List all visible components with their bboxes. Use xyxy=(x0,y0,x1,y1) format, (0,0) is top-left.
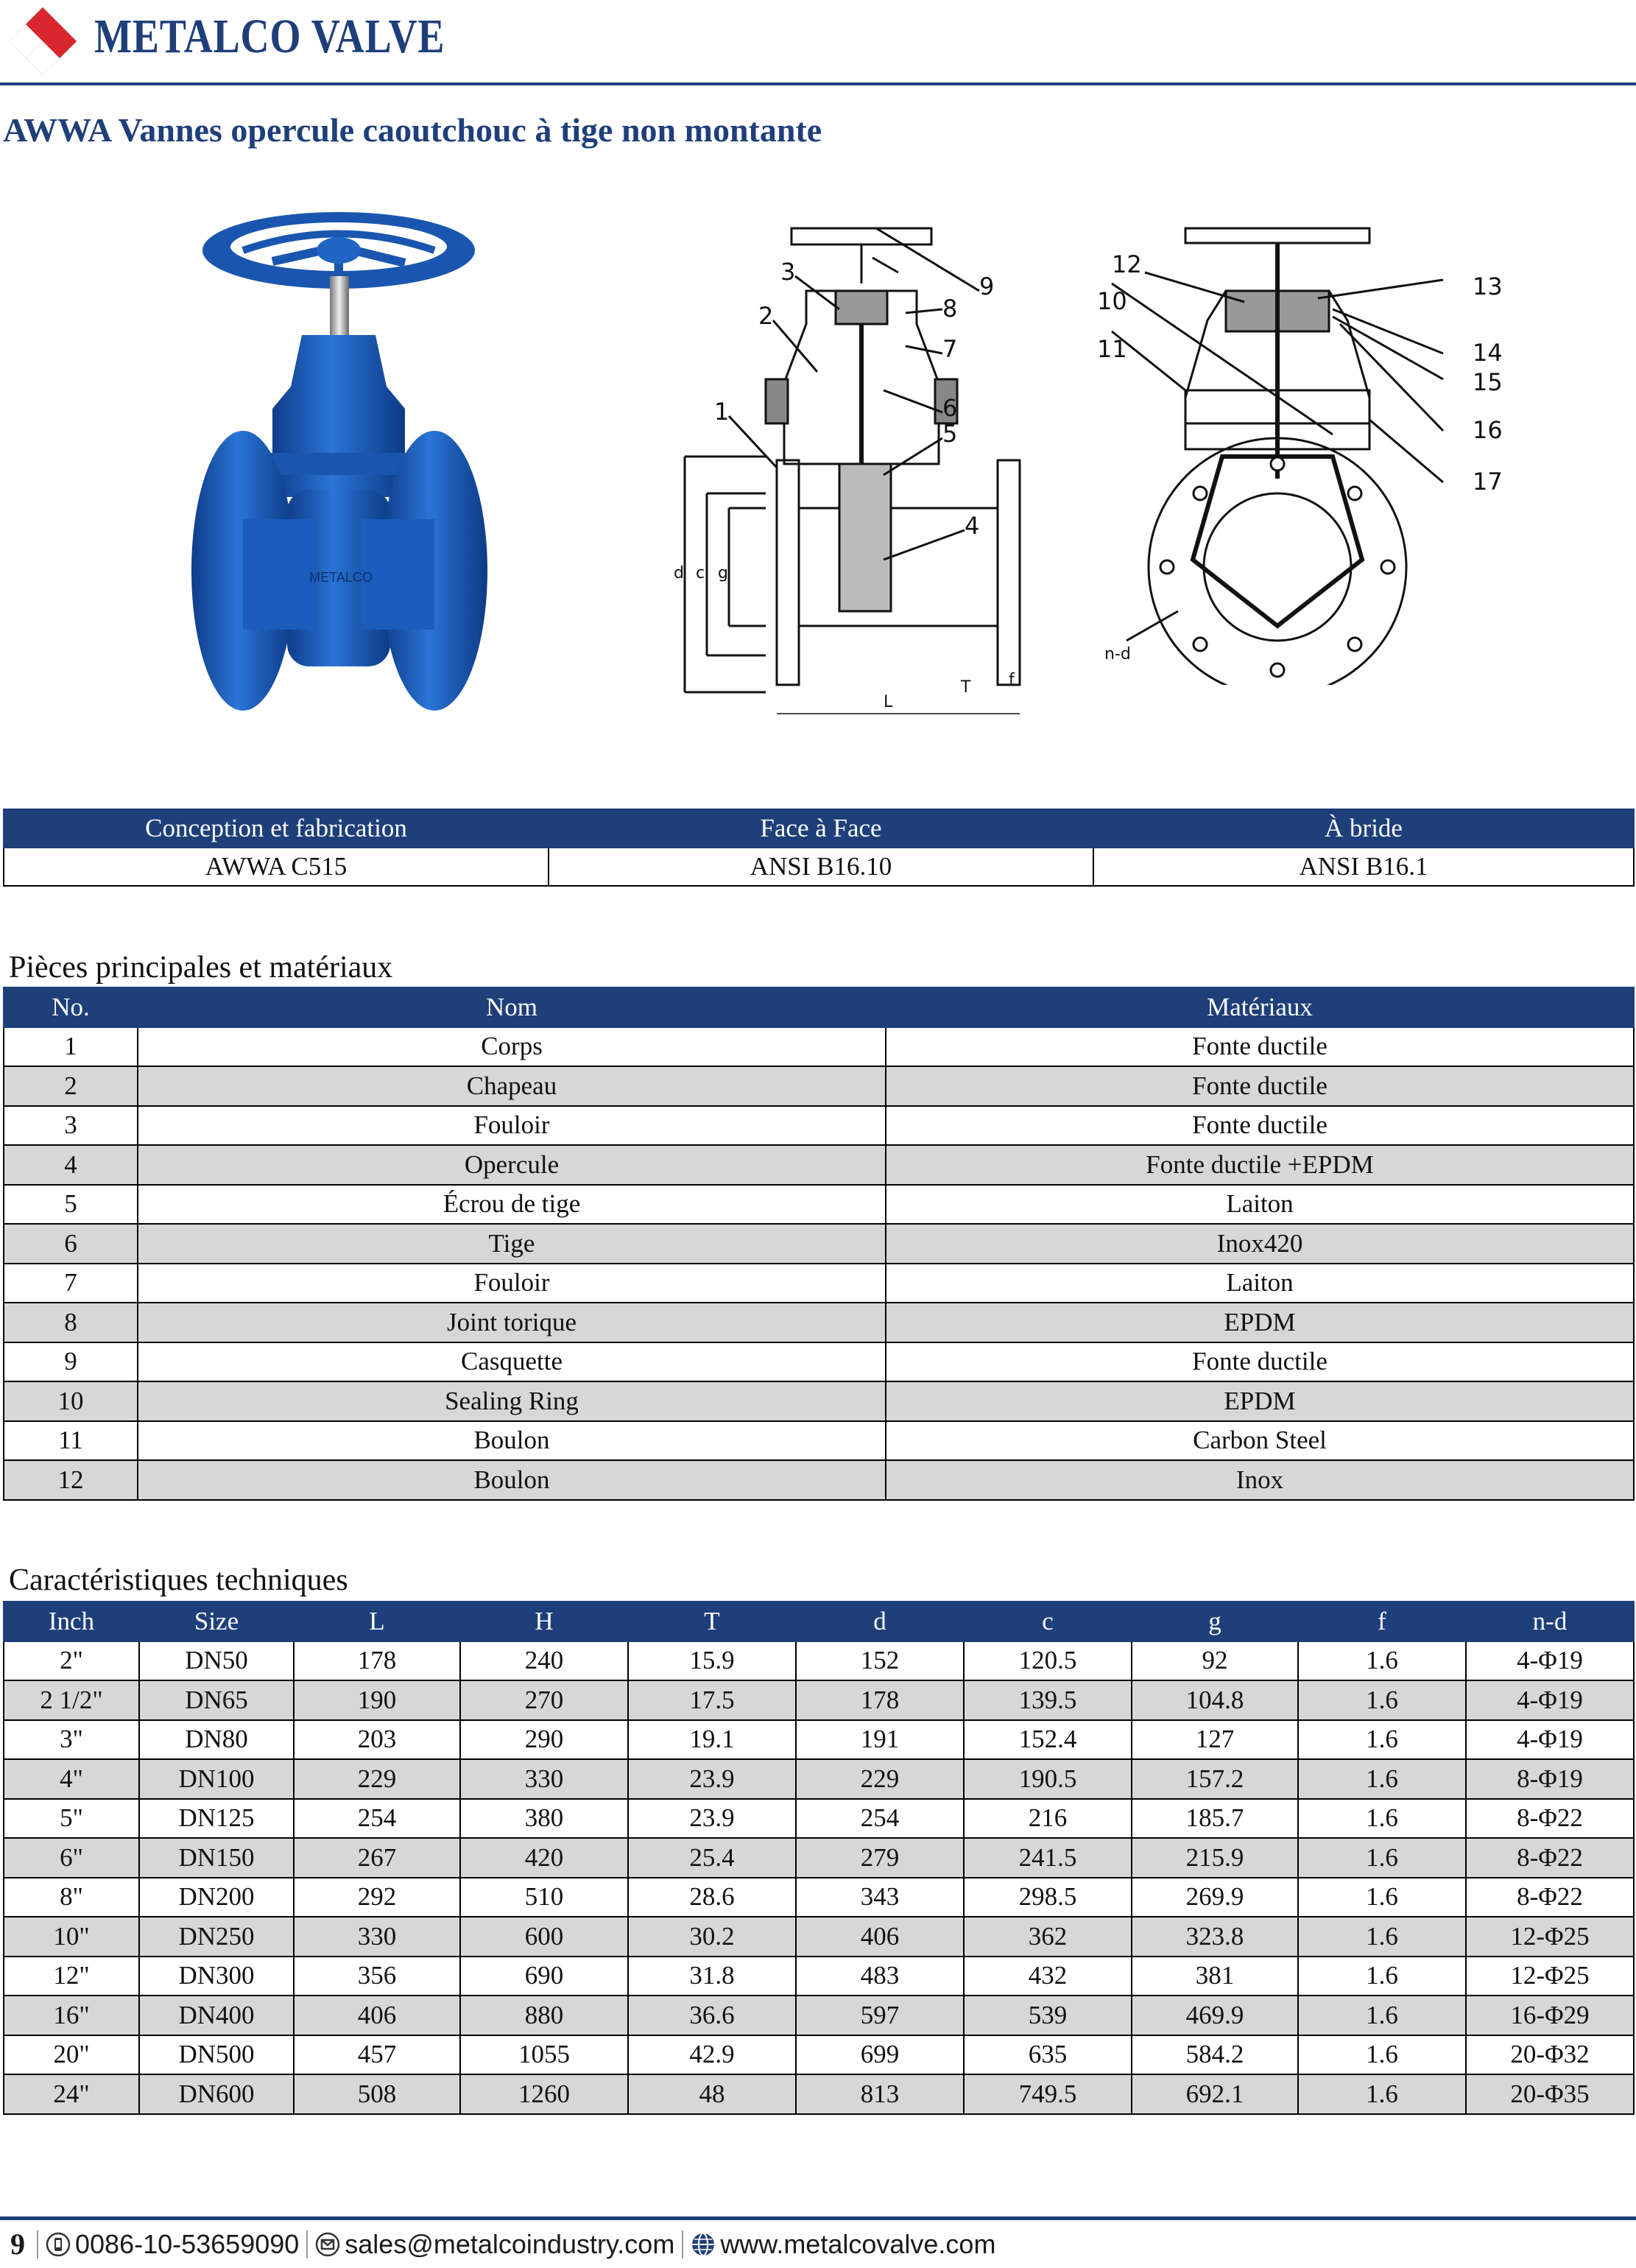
table-cell: 8-Φ22 xyxy=(1466,1838,1634,1878)
table-cell: 42.9 xyxy=(628,2035,796,2075)
table-cell: 178 xyxy=(796,1680,964,1720)
table-cell: 7 xyxy=(4,1264,138,1303)
table-cell: 104.8 xyxy=(1132,1680,1298,1720)
table-row xyxy=(4,1720,1634,1760)
dim-g: g xyxy=(718,564,728,582)
table-cell: 12" xyxy=(4,1957,139,1996)
table-cell: DN125 xyxy=(139,1799,294,1839)
table-cell: 1.6 xyxy=(1298,2035,1466,2075)
table-header-cell: À bride xyxy=(1093,809,1634,848)
table-cell: 4-Φ19 xyxy=(1466,1641,1634,1681)
table-cell: ANSI B16.1 xyxy=(1093,848,1634,886)
callout-2: 2 xyxy=(758,302,774,330)
callout-7: 7 xyxy=(942,335,958,363)
table-cell: Boulon xyxy=(138,1421,886,1461)
table-row xyxy=(4,1106,1634,1146)
table-cell: 406 xyxy=(294,1996,460,2035)
callout-15: 15 xyxy=(1473,368,1503,396)
table-row xyxy=(4,1421,1634,1461)
table-cell: 9 xyxy=(4,1342,138,1382)
table-cell: 23.9 xyxy=(628,1799,796,1839)
table-cell: 1.6 xyxy=(1298,1917,1466,1957)
table-cell: 20" xyxy=(4,2035,139,2075)
dim-c: c xyxy=(696,564,705,582)
table-cell: 749.5 xyxy=(964,2074,1132,2114)
table-cell: 584.2 xyxy=(1132,2035,1298,2075)
callout-5: 5 xyxy=(942,420,958,448)
callout-6: 6 xyxy=(942,394,958,422)
table-cell: 635 xyxy=(964,2035,1132,2075)
table-cell: DN200 xyxy=(139,1878,294,1917)
table-cell: Fouloir xyxy=(138,1264,886,1303)
table-cell: 12-Φ25 xyxy=(1466,1917,1634,1957)
table-cell: Sealing Ring xyxy=(138,1381,886,1421)
table-cell: 1.6 xyxy=(1298,1641,1466,1681)
table-cell: 190.5 xyxy=(964,1759,1132,1799)
table-cell: Laiton xyxy=(886,1185,1634,1225)
table-cell: 1.6 xyxy=(1298,1680,1466,1720)
table-cell: 8 xyxy=(4,1303,138,1342)
footer xyxy=(10,2227,995,2261)
table-cell: DN80 xyxy=(139,1720,294,1760)
table-row xyxy=(4,1381,1634,1421)
table-cell: 4-Φ19 xyxy=(1466,1680,1634,1720)
callout-12: 12 xyxy=(1112,250,1142,278)
table-cell: 48 xyxy=(628,2074,796,2114)
table-cell: Écrou de tige xyxy=(138,1185,886,1225)
table-cell: 12 xyxy=(4,1460,138,1500)
table-cell: 241.5 xyxy=(964,1838,1132,1878)
table-cell: 157.2 xyxy=(1132,1759,1298,1799)
table-row xyxy=(4,1759,1634,1799)
table-row xyxy=(4,1917,1634,1957)
table-cell: Inox420 xyxy=(886,1224,1634,1264)
table-row xyxy=(4,1838,1634,1878)
table-row xyxy=(4,1799,1634,1839)
table-cell: 539 xyxy=(964,1996,1132,2035)
table-cell: 23.9 xyxy=(628,1759,796,1799)
table-cell: 432 xyxy=(964,1957,1132,1996)
table-cell: 8" xyxy=(4,1878,139,1917)
table-row xyxy=(4,1303,1634,1342)
mail-icon xyxy=(315,2232,340,2257)
table-header-cell: d xyxy=(796,1602,964,1641)
table-cell: 6 xyxy=(4,1224,138,1264)
table-cell: 240 xyxy=(460,1641,628,1681)
table-cell: 190 xyxy=(294,1680,460,1720)
table-header-cell: c xyxy=(964,1602,1132,1641)
phone-number[interactable]: 0086-10-53659090 xyxy=(75,2228,300,2259)
brand-name: METALCO VALVE xyxy=(94,10,445,63)
table-cell: 216 xyxy=(964,1799,1132,1839)
table-cell: 185.7 xyxy=(1132,1799,1298,1839)
table-cell: 203 xyxy=(294,1720,460,1760)
table-cell: 15.9 xyxy=(628,1641,796,1681)
callout-3: 3 xyxy=(780,258,796,286)
table-row xyxy=(4,1145,1634,1185)
table-cell: 597 xyxy=(796,1996,964,2035)
table-row xyxy=(4,1224,1634,1264)
table-cell: 4 xyxy=(4,1145,138,1185)
table-header-cell: T xyxy=(628,1602,796,1641)
table-row xyxy=(4,1185,1634,1225)
table-cell: 28.6 xyxy=(628,1878,796,1917)
table-row xyxy=(4,1342,1634,1382)
table-cell: 5 xyxy=(4,1185,138,1225)
table-row xyxy=(4,1957,1634,1996)
callout-11: 11 xyxy=(1097,335,1127,363)
table-cell: 5" xyxy=(4,1799,139,1839)
table-cell: Fouloir xyxy=(138,1106,886,1146)
table-cell: 298.5 xyxy=(964,1878,1132,1917)
table-cell: DN400 xyxy=(139,1996,294,2035)
table-cell: 323.8 xyxy=(1132,1917,1298,1957)
table-cell: 1260 xyxy=(460,2074,628,2114)
table-cell: Carbon Steel xyxy=(886,1421,1634,1461)
callout-17: 17 xyxy=(1473,468,1503,496)
table-cell: 267 xyxy=(294,1838,460,1878)
table-header-cell: Matériaux xyxy=(886,987,1634,1027)
table-cell: 269.9 xyxy=(1132,1878,1298,1917)
table-cell: AWWA C515 xyxy=(4,848,549,886)
table-cell: 690 xyxy=(460,1957,628,1996)
specs-table xyxy=(3,1601,1635,2115)
table-header-row xyxy=(4,809,1634,848)
callout-4: 4 xyxy=(965,512,980,540)
table-cell: Joint torique xyxy=(138,1303,886,1342)
table-cell: 191 xyxy=(796,1720,964,1760)
table-cell: 17.5 xyxy=(628,1680,796,1720)
table-cell: 16" xyxy=(4,1996,139,2035)
table-cell: 4" xyxy=(4,1759,139,1799)
table-cell: 508 xyxy=(294,2074,460,2114)
table-cell: 1.6 xyxy=(1298,1720,1466,1760)
table-row xyxy=(4,1878,1634,1917)
table-cell: Chapeau xyxy=(138,1066,886,1106)
table-header-cell: Nom xyxy=(138,987,886,1027)
table-cell: 510 xyxy=(460,1878,628,1917)
table-cell: 406 xyxy=(796,1917,964,1957)
table-cell: 457 xyxy=(294,2035,460,2075)
table-header-cell: g xyxy=(1132,1602,1298,1641)
table-header-row xyxy=(4,987,1634,1027)
table-cell: 2 1/2" xyxy=(4,1680,139,1720)
table-cell: DN300 xyxy=(139,1957,294,1996)
table-cell: 270 xyxy=(460,1680,628,1720)
table-cell: DN100 xyxy=(139,1759,294,1799)
table-cell: 483 xyxy=(796,1957,964,1996)
table-row xyxy=(4,2074,1634,2114)
table-cell: 292 xyxy=(294,1878,460,1917)
callout-10: 10 xyxy=(1097,287,1127,315)
table-cell: 215.9 xyxy=(1132,1838,1298,1878)
callout-1: 1 xyxy=(714,398,730,426)
globe-icon xyxy=(691,2232,716,2257)
dim-d: d xyxy=(674,564,684,582)
table-header-cell: Conception et fabrication xyxy=(4,809,549,848)
table-cell: 254 xyxy=(796,1799,964,1839)
table-cell: 152 xyxy=(796,1641,964,1681)
table-cell: DN500 xyxy=(139,2035,294,2075)
table-cell: 36.6 xyxy=(628,1996,796,2035)
table-cell: ANSI B16.10 xyxy=(549,848,1093,886)
header-divider xyxy=(0,82,1636,85)
callout-16: 16 xyxy=(1473,416,1503,444)
table-cell: 880 xyxy=(460,1996,628,2035)
table-cell: 290 xyxy=(460,1720,628,1760)
table-cell: 4-Φ19 xyxy=(1466,1720,1634,1760)
dim-f: f xyxy=(1009,671,1015,689)
table-cell: 19.1 xyxy=(628,1720,796,1760)
table-cell: 8-Φ22 xyxy=(1466,1799,1634,1839)
table-cell: 692.1 xyxy=(1132,2074,1298,2114)
table-cell: 8-Φ22 xyxy=(1466,1878,1634,1917)
table-header-cell: f xyxy=(1298,1602,1466,1641)
table-cell: 24" xyxy=(4,2074,139,2114)
table-cell: 343 xyxy=(796,1878,964,1917)
table-header-cell: Size xyxy=(139,1602,294,1641)
table-header-cell: Face à Face xyxy=(549,809,1093,848)
website-link[interactable]: www.metalcovalve.com xyxy=(720,2228,996,2259)
phone-icon xyxy=(46,2232,71,2257)
table-cell: 92 xyxy=(1132,1641,1298,1681)
table-row xyxy=(4,1460,1634,1500)
table-row xyxy=(4,1996,1634,2035)
table-cell: 1.6 xyxy=(1298,2074,1466,2114)
table-cell: Casquette xyxy=(138,1342,886,1382)
table-cell: 1.6 xyxy=(1298,1838,1466,1878)
table-row xyxy=(4,1264,1634,1303)
table-cell: 25.4 xyxy=(628,1838,796,1878)
email-link[interactable]: sales@metalcoindustry.com xyxy=(345,2228,675,2259)
table-cell: 10 xyxy=(4,1381,138,1421)
table-cell: 381 xyxy=(1132,1957,1298,1996)
table-cell: 8-Φ19 xyxy=(1466,1759,1634,1799)
table-cell: 152.4 xyxy=(964,1720,1132,1760)
table-cell: 362 xyxy=(964,1917,1132,1957)
table-cell: 229 xyxy=(796,1759,964,1799)
table-cell: 12-Φ25 xyxy=(1466,1957,1634,1996)
table-cell: Corps xyxy=(138,1027,886,1067)
table-cell: EPDM xyxy=(886,1381,1634,1421)
cast-text: METALCO xyxy=(309,570,373,585)
side-section-drawing xyxy=(663,214,1060,714)
table-cell: 16-Φ29 xyxy=(1466,1996,1634,2035)
table-cell: Fonte ductile +EPDM xyxy=(886,1145,1634,1185)
standards-table xyxy=(3,809,1635,887)
table-cell: Fonte ductile xyxy=(886,1342,1634,1382)
table-row xyxy=(4,2035,1634,2075)
table-row xyxy=(4,1680,1634,1720)
table-cell: 1.6 xyxy=(1298,1799,1466,1839)
table-cell: 813 xyxy=(796,2074,964,2114)
table-row xyxy=(4,1641,1634,1681)
divider xyxy=(306,2230,308,2258)
table-cell: 1.6 xyxy=(1298,1878,1466,1917)
table-cell: 1.6 xyxy=(1298,1957,1466,1996)
table-row xyxy=(4,848,1634,886)
table-cell: DN65 xyxy=(139,1680,294,1720)
table-cell: 699 xyxy=(796,2035,964,2075)
table-cell: 254 xyxy=(294,1799,460,1839)
table-header-cell: No. xyxy=(4,987,138,1027)
table-cell: DN250 xyxy=(139,1917,294,1957)
table-cell: 229 xyxy=(294,1759,460,1799)
table-cell: 1.6 xyxy=(1298,1759,1466,1799)
table-cell: 3 xyxy=(4,1106,138,1146)
diamond-logo-icon xyxy=(6,4,80,78)
table-header-cell: Inch xyxy=(4,1602,139,1641)
table-cell: Fonte ductile xyxy=(886,1106,1634,1146)
table-cell: 1055 xyxy=(460,2035,628,2075)
gate-valve-photo xyxy=(184,210,493,725)
specs-section-title: Caractéristiques techniques xyxy=(9,1563,348,1597)
table-cell: 1.6 xyxy=(1298,1996,1466,2035)
table-cell: Boulon xyxy=(138,1460,886,1500)
divider xyxy=(37,2230,38,2258)
table-cell: 1 xyxy=(4,1027,138,1067)
table-cell: 420 xyxy=(460,1838,628,1878)
dim-L: L xyxy=(884,693,893,711)
divider xyxy=(682,2230,683,2258)
table-cell: 120.5 xyxy=(964,1641,1132,1681)
table-header-cell: L xyxy=(294,1602,460,1641)
table-header-cell: H xyxy=(460,1602,628,1641)
table-row xyxy=(4,1027,1634,1067)
table-cell: 139.5 xyxy=(964,1680,1132,1720)
table-cell: Inox xyxy=(886,1460,1634,1500)
dim-n-d: n-d xyxy=(1104,645,1131,663)
table-cell: Laiton xyxy=(886,1264,1634,1303)
table-cell: Fonte ductile xyxy=(886,1066,1634,1106)
table-cell: 31.8 xyxy=(628,1957,796,1996)
table-cell: Tige xyxy=(138,1224,886,1264)
footer-divider xyxy=(0,2216,1636,2220)
front-section-drawing xyxy=(1097,214,1509,685)
table-cell: 178 xyxy=(294,1641,460,1681)
callout-9: 9 xyxy=(979,272,995,300)
callout-14: 14 xyxy=(1473,339,1503,367)
table-cell: 11 xyxy=(4,1421,138,1461)
table-cell: 2" xyxy=(4,1641,139,1681)
table-cell: 600 xyxy=(460,1917,628,1957)
callout-8: 8 xyxy=(942,295,958,323)
table-cell: 356 xyxy=(294,1957,460,1996)
page-number: 9 xyxy=(10,2228,25,2261)
table-cell: 20-Φ35 xyxy=(1466,2074,1634,2114)
table-cell: DN150 xyxy=(139,1838,294,1878)
table-cell: Fonte ductile xyxy=(886,1027,1634,1067)
table-cell: 127 xyxy=(1132,1720,1298,1760)
table-cell: 2 xyxy=(4,1066,138,1106)
table-cell: DN600 xyxy=(139,2074,294,2114)
table-cell: 20-Φ32 xyxy=(1466,2035,1634,2075)
table-row xyxy=(4,1066,1634,1106)
table-cell: EPDM xyxy=(886,1303,1634,1342)
table-cell: 6" xyxy=(4,1838,139,1878)
table-header-row xyxy=(4,1602,1634,1641)
table-cell: 3" xyxy=(4,1720,139,1760)
table-cell: 469.9 xyxy=(1132,1996,1298,2035)
parts-table xyxy=(3,987,1635,1501)
table-cell: 330 xyxy=(460,1759,628,1799)
callout-13: 13 xyxy=(1473,272,1503,300)
table-cell: DN50 xyxy=(139,1641,294,1681)
table-header-cell: n-d xyxy=(1466,1602,1634,1641)
table-cell: 30.2 xyxy=(628,1917,796,1957)
table-cell: 279 xyxy=(796,1838,964,1878)
table-cell: 10" xyxy=(4,1917,139,1957)
table-cell: 380 xyxy=(460,1799,628,1839)
parts-section-title: Pièces principales et matériaux xyxy=(9,951,393,985)
table-cell: Opercule xyxy=(138,1145,886,1185)
table-cell: 330 xyxy=(294,1917,460,1957)
dim-T: T xyxy=(961,678,971,697)
page-title: AWWA Vannes opercule caoutchouc à tige non montante xyxy=(3,111,822,149)
